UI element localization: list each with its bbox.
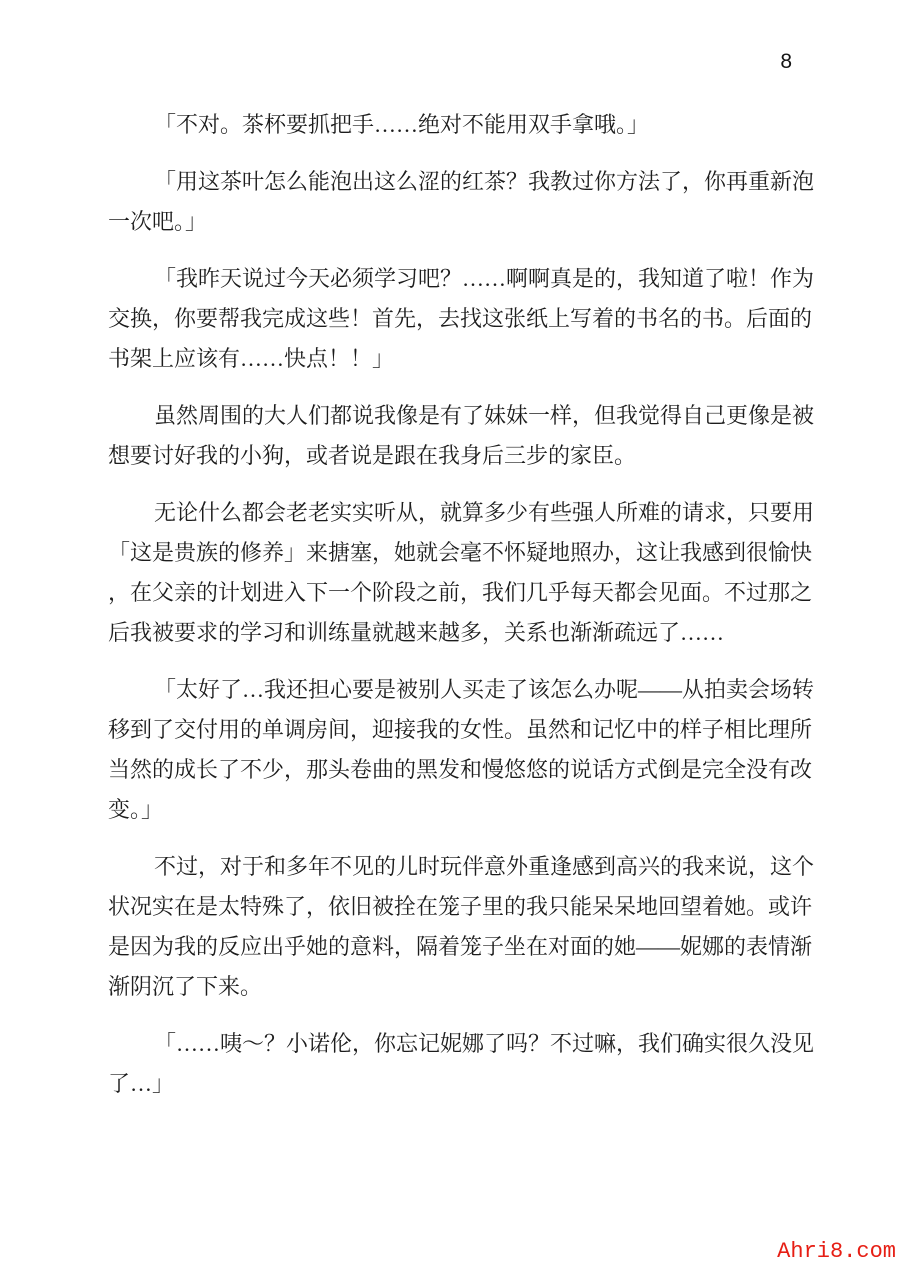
text-line: 移到了交付用的单调房间，迎接我的女性。虽然和记忆中的样子相比理所 xyxy=(108,717,813,742)
paragraph-7 xyxy=(108,847,815,1007)
text-line: 「不对。茶杯要抓把手……绝对不能用双手拿哦。」 xyxy=(154,112,650,137)
text-line: 变。」 xyxy=(108,797,164,822)
watermark-link[interactable]: Ahri8.com xyxy=(777,1239,896,1264)
text-line: 了…」 xyxy=(108,1071,175,1096)
text-line: 书架上应该有……快点！！」 xyxy=(108,346,395,371)
paragraph-4 xyxy=(108,396,815,476)
text-line: 是因为我的反应出乎她的意料，隔着笼子坐在对面的她——妮娜的表情渐 xyxy=(108,934,813,959)
paragraph-6 xyxy=(108,670,815,830)
text-line: 想要讨好我的小狗，或者说是跟在我身后三步的家臣。 xyxy=(108,443,637,468)
paragraph-1 xyxy=(108,105,808,145)
text-line: 交换，你要帮我完成这些！首先，去找这张纸上写着的书名的书。后面的 xyxy=(108,306,813,331)
text-line: 不过，对于和多年不见的儿时玩伴意外重逢感到高兴的我来说，这个 xyxy=(154,854,815,879)
text-line: 「用这茶叶怎么能泡出这么涩的红茶？我教过你方法了，你再重新泡 xyxy=(154,169,815,194)
text-line: ，在父亲的计划进入下一个阶段之前，我们几乎每天都会见面。不过那之 xyxy=(108,580,813,605)
text-line: 「这是贵族的修养」来搪塞，她就会毫不怀疑地照办，这让我感到很愉快 xyxy=(108,540,813,565)
text-line: 「……咦～？小诺伦，你忘记妮娜了吗？不过嘛，我们确实很久没见 xyxy=(154,1031,815,1056)
page-number: 8 xyxy=(780,50,792,73)
text-line: 虽然周围的大人们都说我像是有了妹妹一样，但我觉得自己更像是被 xyxy=(154,403,815,428)
paragraph-5 xyxy=(108,493,815,653)
text-line: 渐阴沉了下来。 xyxy=(108,974,263,999)
text-line: 后我被要求的学习和训练量就越来越多，关系也渐渐疏远了…… xyxy=(108,620,725,645)
paragraph-8 xyxy=(108,1024,815,1104)
text-line: 无论什么都会老老实实听从，就算多少有些强人所难的请求，只要用 xyxy=(154,500,815,525)
body-text xyxy=(108,105,815,1121)
text-line: 「太好了…我还担心要是被别人买走了该怎么办呢——从拍卖会场转 xyxy=(154,677,815,702)
text-line: 一次吧。」 xyxy=(108,209,208,234)
text-line: 「我昨天说过今天必须学习吧？……啊啊真是的，我知道了啦！作为 xyxy=(154,266,815,291)
text-line: 当然的成长了不少，那头卷曲的黑发和慢悠悠的说话方式倒是完全没有改 xyxy=(108,757,813,782)
paragraph-3 xyxy=(108,259,815,379)
paragraph-2 xyxy=(108,162,815,242)
text-line: 状况实在是太特殊了，依旧被拴在笼子里的我只能呆呆地回望着她。或许 xyxy=(108,894,813,919)
